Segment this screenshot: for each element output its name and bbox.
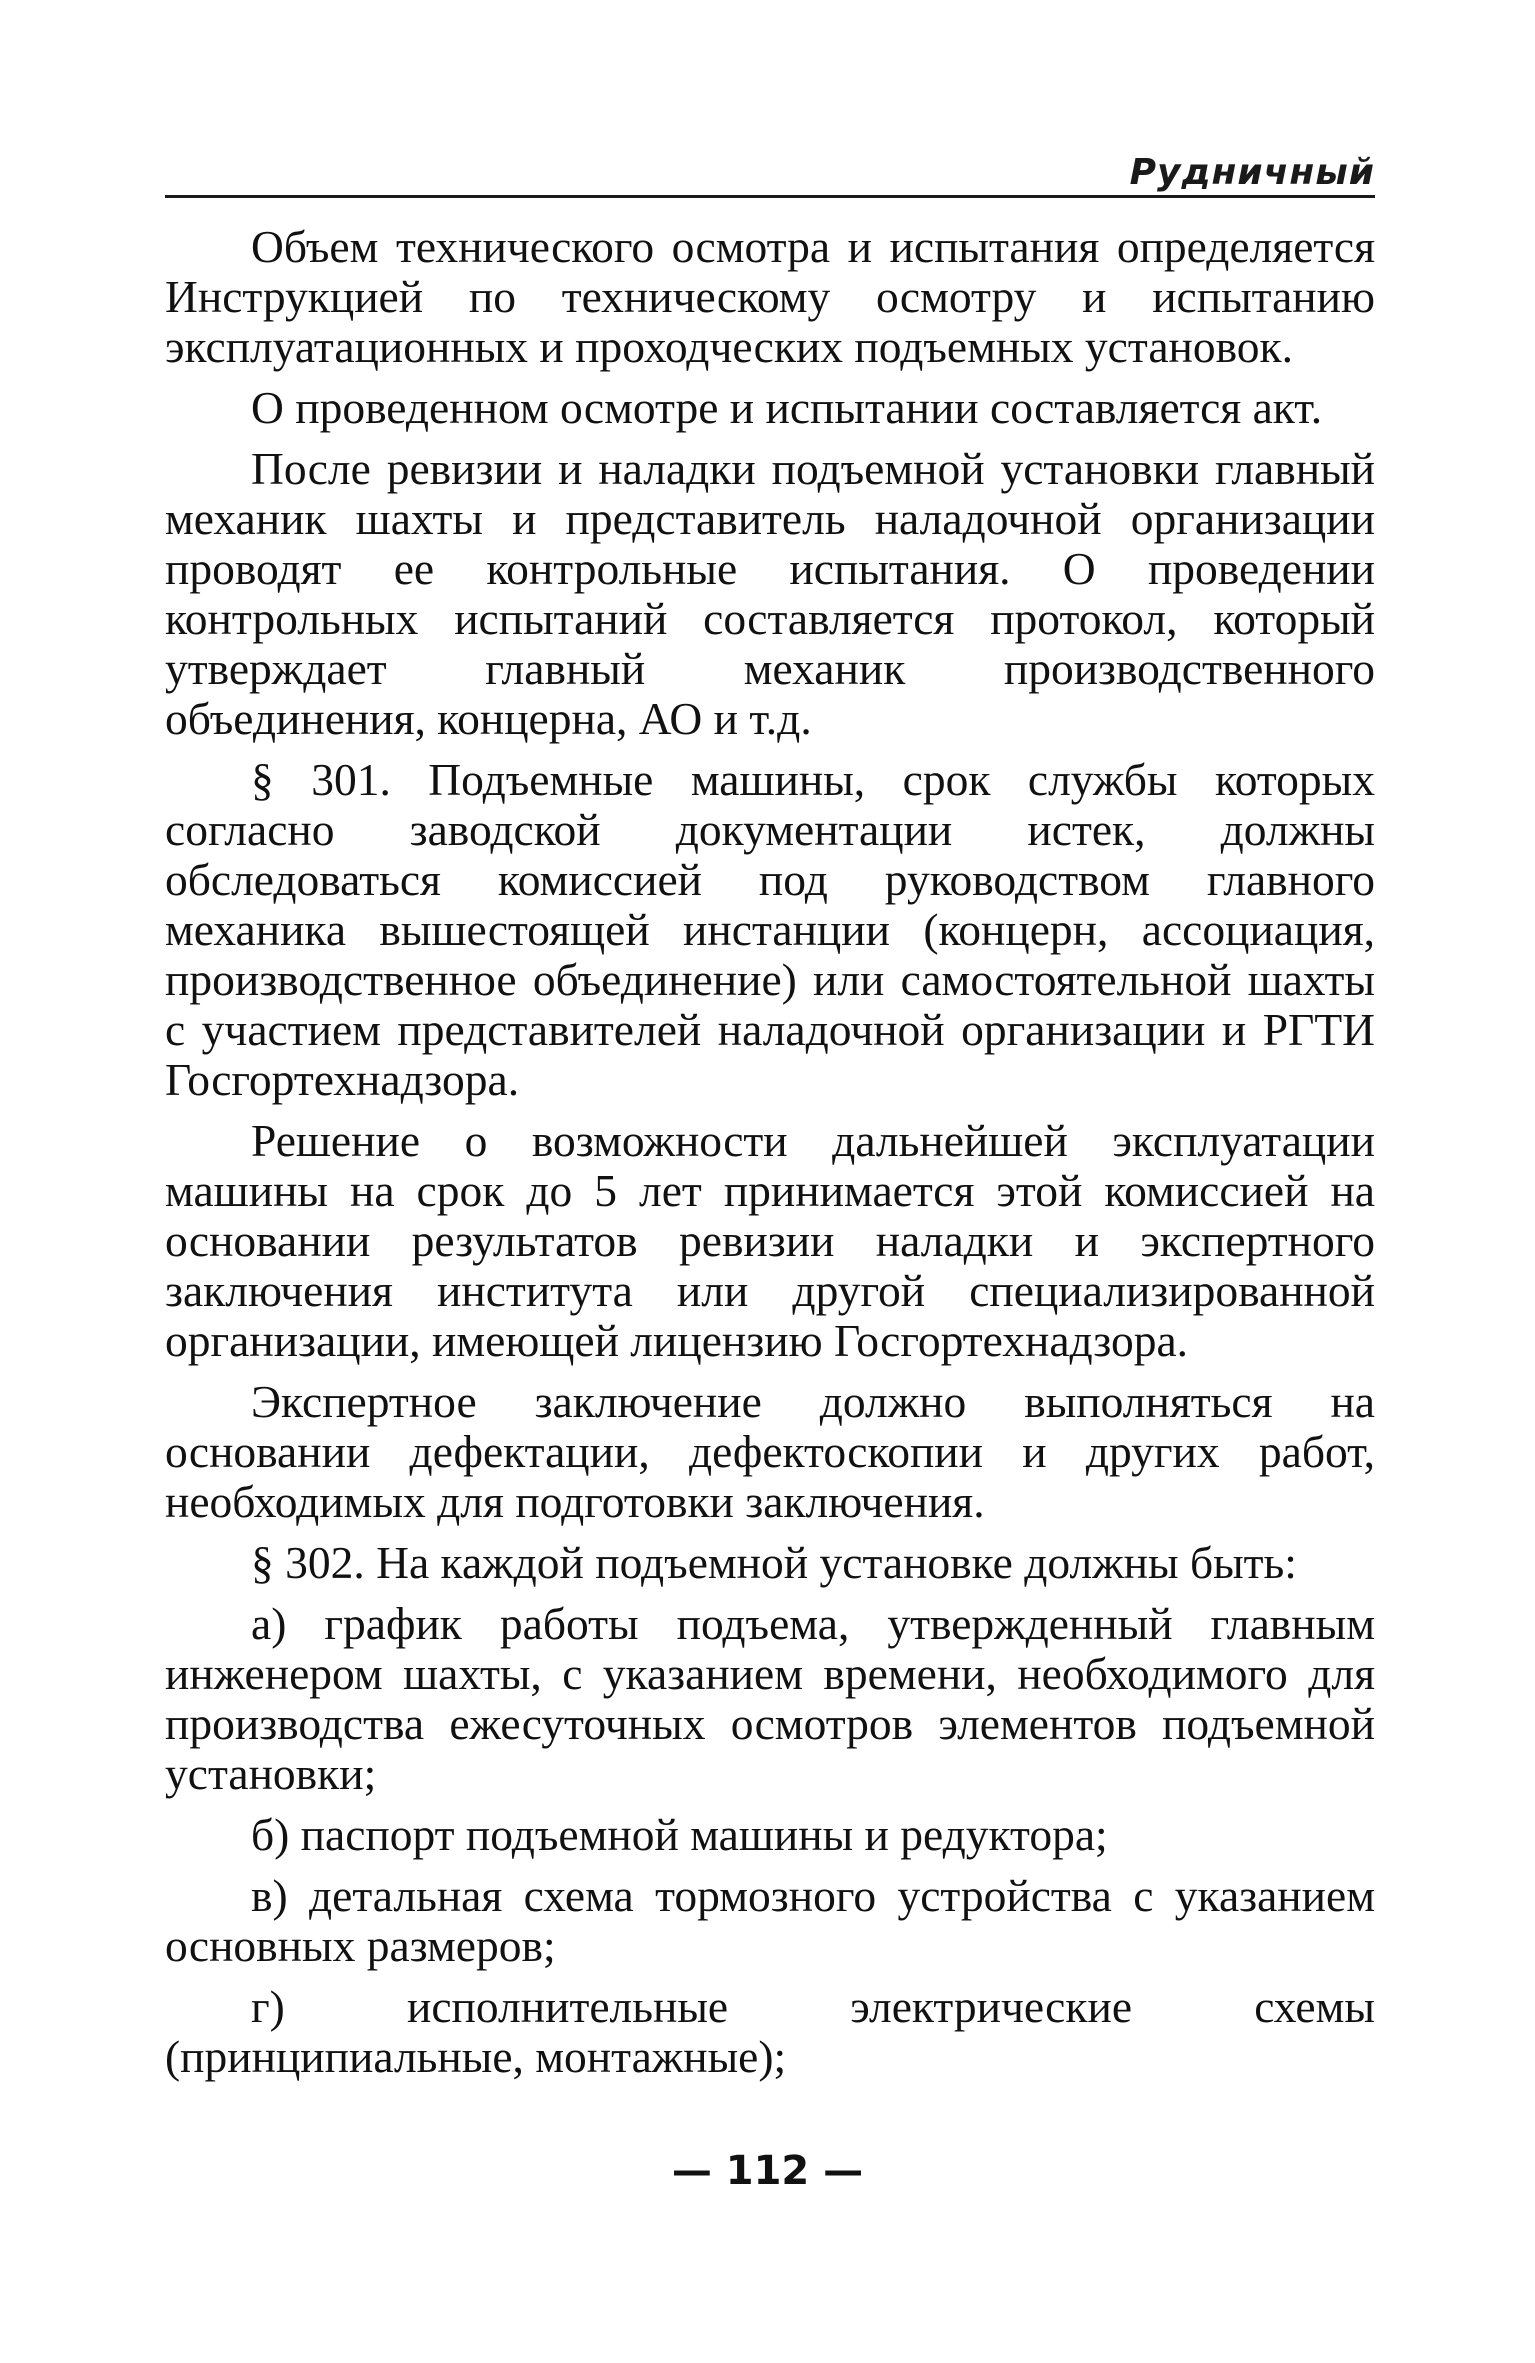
paragraph-section-301: § 301. Подъемные машины, срок службы которых согласно заводской документации истек, должны обследоваться комиссией под руководством главного механика вышестоящей инстанции (концерн, ассоциация, производственное объединение) или самостоятельной шахты с участием представителей наладочной организации и РГТИ Госгортехнадзора. — [165, 754, 1375, 1105]
paragraph-section-302: § 302. На каждой подъемной установке должны быть: — [251, 1537, 1297, 1588]
list-item-b: б) паспорт подъемной машины и редуктора; — [251, 1809, 1108, 1860]
list-item-d: г) исполнительные электрические схемы (принципиальные, монтажные); — [165, 1981, 1375, 2082]
paragraph-extension-decision: Решение о возможности дальнейшей эксплуатации машины на срок до 5 лет принимается этой комиссией на основании результатов ревизии наладки и экспертного заключения института или другой специализированной организации, имеющей лицензию Госгортехнадзора. — [165, 1115, 1375, 1366]
running-title: Рудничный — [1129, 152, 1375, 193]
list-item-a: а) график работы подъема, утвержденный главным инженером шахты, с указанием времени, необходимого для производства ежесуточных осмотров элементов подъемной установки; — [165, 1598, 1375, 1799]
paragraph-expert-conclusion: Экспертное заключение должно выполняться на основании дефектации, дефектоскопии и других работ, необходимых для подготовки заключения. — [165, 1376, 1375, 1527]
paragraph-control-tests: После ревизии и наладки подъемной установки главный механик шахты и представитель наладочной организации проводят ее контрольные испытания. О проведении контрольных испытаний составляется протокол, который утверждает главный механик производственного объединения, концерна, АО и т.д. — [165, 443, 1375, 744]
body-text — [165, 222, 1375, 2093]
page-number: — 112 — — [671, 2148, 864, 2194]
paragraph-inspection-act: О проведенном осмотре и испытании составляется акт. — [251, 382, 1323, 433]
paragraph-inspection-scope: Объем технического осмотра и испытания определяется Инструкцией по техническому осмотру и испытанию эксплуатационных и проходческих подъемных установок. — [165, 221, 1375, 372]
running-header — [165, 145, 1375, 198]
list-item-c: в) детальная схема тормозного устройства с указанием основных размеров; — [165, 1870, 1375, 1971]
